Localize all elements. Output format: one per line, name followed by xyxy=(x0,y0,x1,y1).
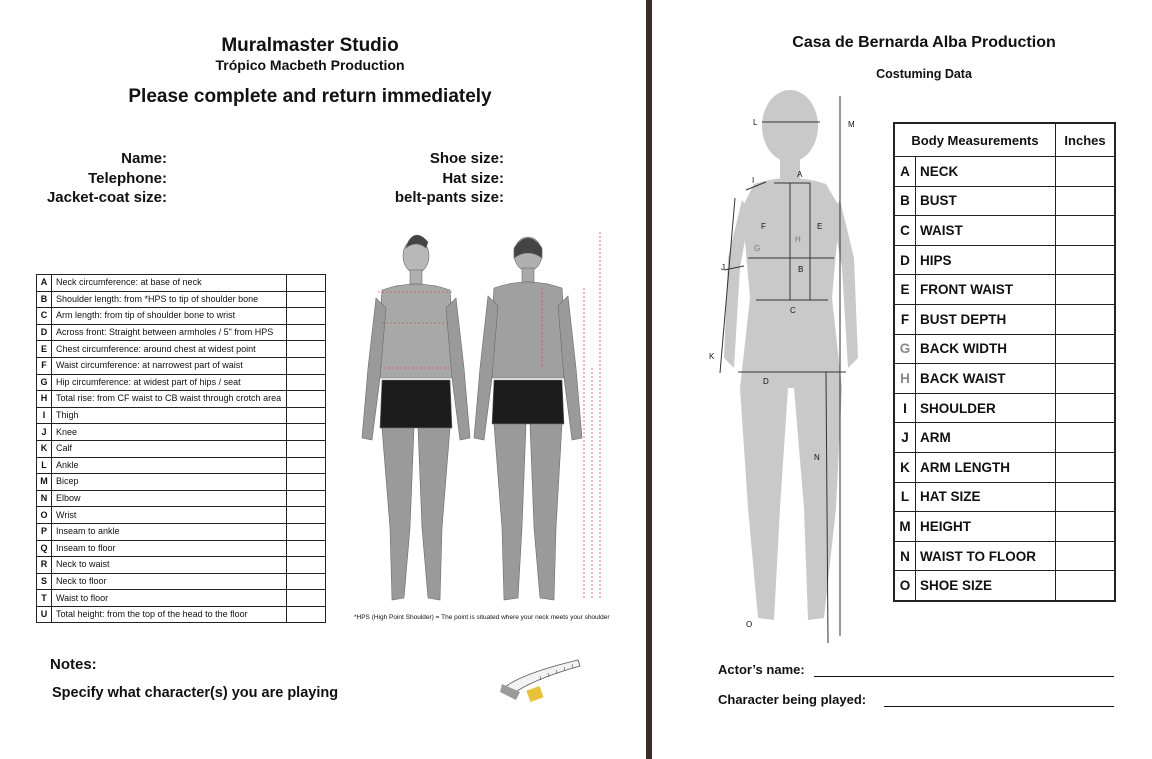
body-measurements-table xyxy=(893,122,1116,602)
measurement-key: Q xyxy=(37,540,52,557)
body-measurement-key: C xyxy=(894,216,916,246)
figure-label-h: H xyxy=(795,235,801,244)
measurement-description: Wrist xyxy=(52,507,287,524)
inches-value-cell[interactable] xyxy=(1056,571,1116,601)
measurement-value-cell[interactable] xyxy=(287,606,326,623)
measurement-key: K xyxy=(37,440,52,457)
body-measurement-name: ARM xyxy=(916,423,1056,453)
measurement-key: I xyxy=(37,407,52,424)
measurement-description: Shoulder length: from *HPS to tip of shoulder bone xyxy=(52,291,287,308)
measurement-row xyxy=(37,573,326,590)
body-measurement-row xyxy=(894,304,1115,334)
body-measurement-key: F xyxy=(894,304,916,334)
inches-header: Inches xyxy=(1056,123,1116,157)
measurement-description: Inseam to floor xyxy=(52,540,287,557)
body-measurements-header: Body Measurements xyxy=(894,123,1056,157)
figure-label-g: G xyxy=(754,244,761,253)
measurement-row xyxy=(37,507,326,524)
measurement-key: F xyxy=(37,357,52,374)
measurement-value-cell[interactable] xyxy=(287,341,326,358)
body-measurement-name: BUST xyxy=(916,186,1056,216)
inches-value-cell[interactable] xyxy=(1056,423,1116,453)
measurement-description: Neck to floor xyxy=(52,573,287,590)
body-measurement-key: L xyxy=(894,482,916,512)
body-measurement-name: FRONT WAIST xyxy=(916,275,1056,305)
body-measurement-name: HEIGHT xyxy=(916,512,1056,542)
name-label: Name: xyxy=(121,150,167,167)
measurement-description: Thigh xyxy=(52,407,287,424)
page-divider xyxy=(646,0,652,759)
body-measurement-key: E xyxy=(894,275,916,305)
body-measurement-row xyxy=(894,571,1115,601)
measurement-description: Waist circumference: at narrowest part of waist xyxy=(52,357,287,374)
body-measurement-row xyxy=(894,364,1115,394)
measurement-row xyxy=(37,424,326,441)
measurement-row xyxy=(37,324,326,341)
measurement-value-cell[interactable] xyxy=(287,374,326,391)
measurement-key: S xyxy=(37,573,52,590)
measurement-value-cell[interactable] xyxy=(287,590,326,607)
figure-label-o: O xyxy=(746,620,753,629)
measurement-description: Total rise: from CF waist to CB waist through crotch area xyxy=(52,391,287,408)
figure-label-b: B xyxy=(798,265,804,274)
body-measurement-name: HIPS xyxy=(916,245,1056,275)
measurement-key: H xyxy=(37,391,52,408)
measurement-row xyxy=(37,590,326,607)
body-measurement-key: A xyxy=(894,157,916,187)
body-measurement-key: M xyxy=(894,512,916,542)
measurement-table xyxy=(36,274,326,623)
measurement-row xyxy=(37,308,326,325)
body-measurement-row xyxy=(894,482,1115,512)
measurement-key: D xyxy=(37,324,52,341)
jacket-size-label: Jacket-coat size: xyxy=(46,189,167,206)
figure-label-d: D xyxy=(763,377,769,386)
inches-value-cell[interactable] xyxy=(1056,157,1116,187)
body-measurement-row xyxy=(894,275,1115,305)
measurement-description: Total height: from the top of the head to the floor xyxy=(52,606,287,623)
measurement-row xyxy=(37,275,326,292)
figure-label-e: E xyxy=(817,222,823,231)
measurement-value-cell[interactable] xyxy=(287,457,326,474)
inches-value-cell[interactable] xyxy=(1056,512,1116,542)
measurement-value-cell[interactable] xyxy=(287,407,326,424)
body-measurement-name: BUST DEPTH xyxy=(916,304,1056,334)
body-measurement-row xyxy=(894,512,1115,542)
measurement-description: Ankle xyxy=(52,457,287,474)
body-measurement-name: HAT SIZE xyxy=(916,482,1056,512)
measurement-row xyxy=(37,490,326,507)
body-measurement-key: H xyxy=(894,364,916,394)
measurement-key: R xyxy=(37,557,52,574)
body-measurement-key: B xyxy=(894,186,916,216)
figure-label-k: K xyxy=(709,352,715,361)
measurement-key: B xyxy=(37,291,52,308)
measurement-key: N xyxy=(37,490,52,507)
figure-label-f: F xyxy=(761,222,766,231)
measurement-row xyxy=(37,341,326,358)
belt-pants-size-label: belt-pants size: xyxy=(394,189,504,206)
telephone-label: Telephone: xyxy=(88,170,167,187)
measurement-row xyxy=(37,374,326,391)
inches-value-cell[interactable] xyxy=(1056,452,1116,482)
measurement-row xyxy=(37,407,326,424)
actor-name-line[interactable] xyxy=(814,676,1114,677)
body-measurement-name: SHOE SIZE xyxy=(916,571,1056,601)
body-measurement-key: N xyxy=(894,541,916,571)
measurement-key: T xyxy=(37,590,52,607)
figure-label-l: L xyxy=(753,118,758,127)
figure-label-j: J xyxy=(721,263,725,272)
production-subtitle: Trópico Macbeth Production xyxy=(215,57,405,73)
measurement-description: Waist to floor xyxy=(52,590,287,607)
figure-label-m: M xyxy=(848,120,855,129)
body-measurement-name: BACK WIDTH xyxy=(916,334,1056,364)
measurement-key: M xyxy=(37,474,52,491)
inches-value-cell[interactable] xyxy=(1056,334,1116,364)
body-measurement-key: O xyxy=(894,571,916,601)
measurement-key: O xyxy=(37,507,52,524)
instruction-heading: Please complete and return immediately xyxy=(128,86,492,107)
figure-label-i: I xyxy=(752,176,755,185)
measurement-value-cell[interactable] xyxy=(287,291,326,308)
inches-value-cell[interactable] xyxy=(1056,364,1116,394)
tape-measure-icon xyxy=(500,652,584,704)
measurement-description: Neck to waist xyxy=(52,557,287,574)
measurement-key: E xyxy=(37,341,52,358)
inches-value-cell[interactable] xyxy=(1056,216,1116,246)
measurement-row xyxy=(37,457,326,474)
hat-size-label: Hat size: xyxy=(442,170,504,187)
measurement-key: G xyxy=(37,374,52,391)
measurement-row xyxy=(37,557,326,574)
measurement-value-cell[interactable] xyxy=(287,474,326,491)
measurement-value-cell[interactable] xyxy=(287,523,326,540)
measurement-description: Across front: Straight between armholes / 5" from HPS xyxy=(52,324,287,341)
measurement-description: Calf xyxy=(52,440,287,457)
measurement-description: Knee xyxy=(52,424,287,441)
specify-character-label: Specify what character(s) you are playing xyxy=(52,685,339,701)
body-measurement-row xyxy=(894,334,1115,364)
notes-label: Notes: xyxy=(50,656,97,673)
figure-label-a: A xyxy=(797,170,803,179)
body-measurement-key: I xyxy=(894,393,916,423)
inches-value-cell[interactable] xyxy=(1056,186,1116,216)
inches-value-cell[interactable] xyxy=(1056,393,1116,423)
character-line[interactable] xyxy=(884,706,1114,707)
measurement-value-cell[interactable] xyxy=(287,557,326,574)
body-measurement-row xyxy=(894,541,1115,571)
measurement-value-cell[interactable] xyxy=(287,540,326,557)
body-measurement-row xyxy=(894,216,1115,246)
measurement-key: J xyxy=(37,424,52,441)
measurement-value-cell[interactable] xyxy=(287,308,326,325)
measurement-key: L xyxy=(37,457,52,474)
inches-value-cell[interactable] xyxy=(1056,541,1116,571)
measurement-key: C xyxy=(37,308,52,325)
shoe-size-label: Shoe size: xyxy=(429,150,504,167)
body-measurement-name: WAIST xyxy=(916,216,1056,246)
measurement-row xyxy=(37,606,326,623)
character-label: Character being played: xyxy=(718,692,867,707)
figure-label-c: C xyxy=(790,306,796,315)
measurement-value-cell[interactable] xyxy=(287,440,326,457)
measurement-row xyxy=(37,357,326,374)
measurement-key: U xyxy=(37,606,52,623)
hps-footnote: *HPS (High Point Shoulder) = The point is situated where your neck meets your shoulder xyxy=(354,614,610,621)
inches-value-cell[interactable] xyxy=(1056,275,1116,305)
body-measurement-key: D xyxy=(894,245,916,275)
studio-title: Muralmaster Studio xyxy=(221,35,399,56)
body-measurement-key: K xyxy=(894,452,916,482)
body-measurement-row xyxy=(894,423,1115,453)
body-measurement-row xyxy=(894,452,1115,482)
measurement-value-cell[interactable] xyxy=(287,424,326,441)
measurement-value-cell[interactable] xyxy=(287,357,326,374)
measurement-value-cell[interactable] xyxy=(287,490,326,507)
measurement-description: Hip circumference: at widest part of hips / seat xyxy=(52,374,287,391)
measurement-row xyxy=(37,523,326,540)
inches-value-cell[interactable] xyxy=(1056,304,1116,334)
body-measurement-row xyxy=(894,157,1115,187)
measurement-row xyxy=(37,291,326,308)
body-measurement-row xyxy=(894,186,1115,216)
female-silhouette-figure xyxy=(700,88,860,648)
measurement-row xyxy=(37,440,326,457)
body-measurement-name: ARM LENGTH xyxy=(916,452,1056,482)
measurement-key: P xyxy=(37,523,52,540)
male-figure-front-back xyxy=(352,228,612,612)
body-measurement-name: BACK WAIST xyxy=(916,364,1056,394)
body-measurement-name: WAIST TO FLOOR xyxy=(916,541,1056,571)
body-measurement-name: NECK xyxy=(916,157,1056,187)
measurement-description: Bicep xyxy=(52,474,287,491)
production-title: Casa de Bernarda Alba Production xyxy=(792,34,1056,51)
body-measurement-key: J xyxy=(894,423,916,453)
measurement-description: Neck circumference: at base of neck xyxy=(52,275,287,292)
body-measurement-key: G xyxy=(894,334,916,364)
inches-value-cell[interactable] xyxy=(1056,482,1116,512)
measurement-row xyxy=(37,540,326,557)
measurement-description: Arm length: from tip of shoulder bone to wrist xyxy=(52,308,287,325)
body-measurement-row xyxy=(894,393,1115,423)
actor-name-label: Actor’s name: xyxy=(718,662,805,677)
measurement-row xyxy=(37,474,326,491)
figure-label-n: N xyxy=(814,453,820,462)
measurement-value-cell[interactable] xyxy=(287,275,326,292)
measurement-value-cell[interactable] xyxy=(287,507,326,524)
measurement-description: Inseam to ankle xyxy=(52,523,287,540)
costuming-subtitle: Costuming Data xyxy=(876,67,972,81)
measurement-description: Elbow xyxy=(52,490,287,507)
body-measurement-name: SHOULDER xyxy=(916,393,1056,423)
inches-value-cell[interactable] xyxy=(1056,245,1116,275)
measurement-description: Chest circumference: around chest at widest point xyxy=(52,341,287,358)
measurement-key: A xyxy=(37,275,52,292)
measurement-value-cell[interactable] xyxy=(287,324,326,341)
body-measurement-row xyxy=(894,245,1115,275)
measurement-row xyxy=(37,391,326,408)
measurement-value-cell[interactable] xyxy=(287,391,326,408)
measurement-value-cell[interactable] xyxy=(287,573,326,590)
